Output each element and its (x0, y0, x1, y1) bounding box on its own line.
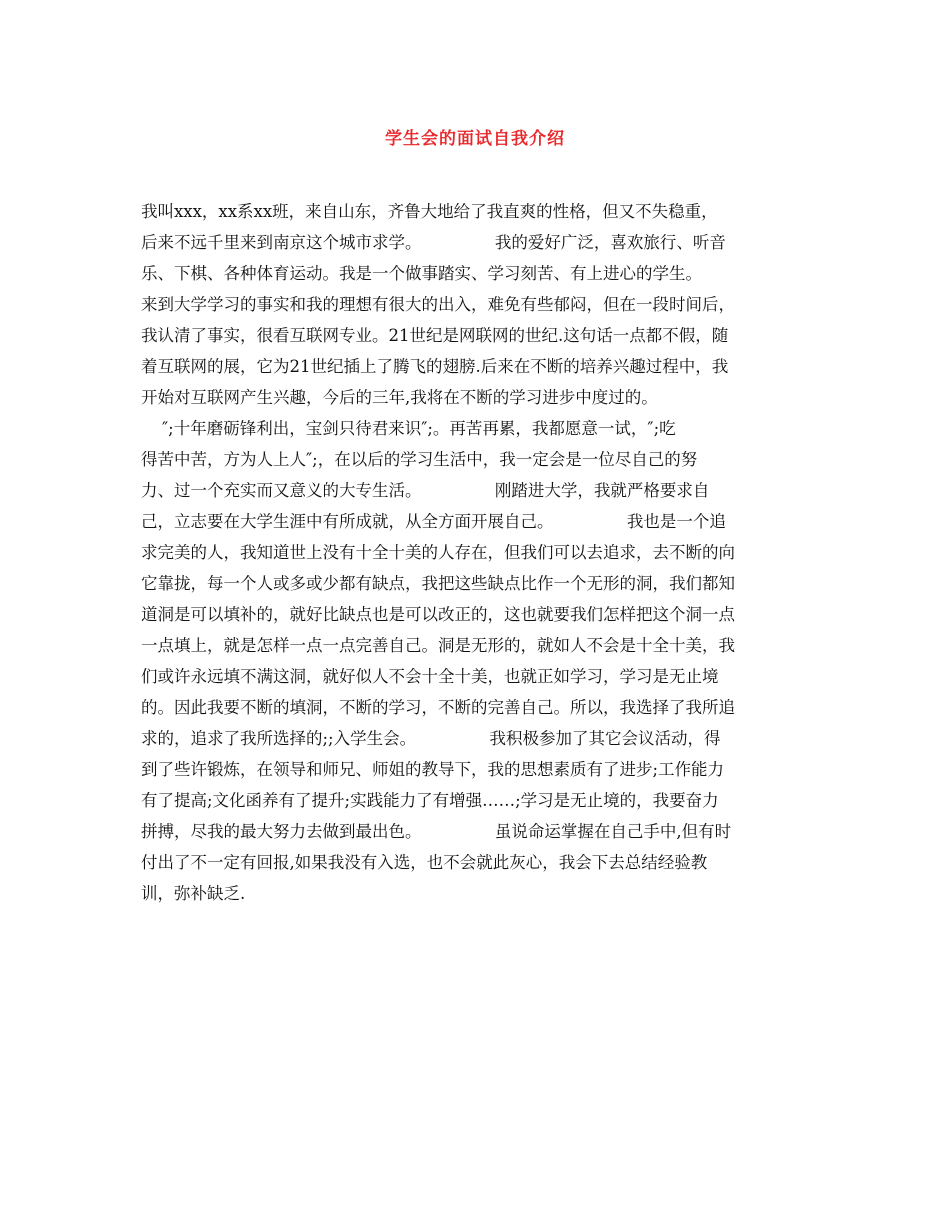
body-line: 力、过一个充实而又意义的大专生活。 刚踏进大学，我就严格要求自 (141, 481, 710, 500)
body-line: 后来不远千里来到南京这个城市求学。 我的爱好广泛，喜欢旅行、听音 (141, 233, 726, 252)
body-line: 们或许永远填不满这洞，就好似人不会十全十美，也就正如学习，学习是无止境 (141, 667, 719, 686)
body-line: 它靠拢，每一个人或多或少都有缺点，我把这些缺点比作一个无形的洞，我们都知 (141, 574, 735, 593)
body-line: 付出了不一定有回报,如果我没有入选，也不会就此灰心，我会下去总结经验教 (141, 853, 708, 872)
body-line: 我叫xxx，xx系xx班，来自山东，齐鲁大地给了我直爽的性格，但又不失稳重， (141, 202, 718, 221)
body-line: 来到大学学习的事实和我的理想有很大的出入，难免有些郁闷，但在一段时间后， (141, 295, 735, 314)
body-line: 乐、下棋、各种体育运动。我是一个做事踏实、学习刻苦、有上进心的学生。 (141, 264, 702, 283)
body-line: 拼搏，尽我的最大努力去做到最出色。 虽说命运掌握在自己手中,但有时 (141, 822, 732, 841)
body-line: 的。因此我要不断的填洞，不断的学习，不断的完善自己。所以，我选择了我所追 (141, 698, 735, 717)
body-line: 训，弥补缺乏. (141, 884, 246, 903)
body-line: 一点填上，就是怎样一点一点完善自己。洞是无形的，就如人不会是十全十美，我 (141, 636, 735, 655)
document-body (141, 196, 821, 909)
body-line: 开始对互联网产生兴趣，今后的三年,我将在不断的学习进步中度过的。 (141, 388, 658, 407)
body-line: 得苦中苦，方为人上人″;，在以后的学习生活中，我一定会是一位尽自己的努 (141, 450, 698, 469)
body-line: ″;十年磨砺锋利出，宝剑只待君来识″;。再苦再累，我都愿意一试，″;吃 (141, 419, 676, 438)
body-line: 己，立志要在大学生涯中有所成就，从全方面开展自己。 我也是一个追 (141, 512, 726, 531)
body-line: 着互联网的展，它为21世纪插上了腾飞的翅膀.后来在不断的培养兴趣过程中，我 (141, 357, 729, 376)
body-line: 到了些许锻炼，在领导和师兄、师姐的教导下，我的思想素质有了进步;工作能力 (141, 760, 725, 779)
body-line: 求的，追求了我所选择的;;入学生会。 我积极参加了其它会议活动，得 (141, 729, 721, 748)
body-line: 我认清了事实，很看互联网专业。21世纪是网联网的世纪.这句话一点都不假，随 (141, 326, 729, 345)
body-line: 道洞是可以填补的，就好比缺点也是可以改正的，这也就要我们怎样把这个洞一点 (141, 605, 735, 624)
document-title: 学生会的面试自我介绍 (385, 129, 565, 149)
body-line: 求完美的人，我知道世上没有十全十美的人存在，但我们可以去追求，去不断的向 (141, 543, 735, 562)
body-line: 有了提高;文化函养有了提升;实践能力了有增强……;学习是无止境的，我要奋力 (141, 791, 719, 810)
